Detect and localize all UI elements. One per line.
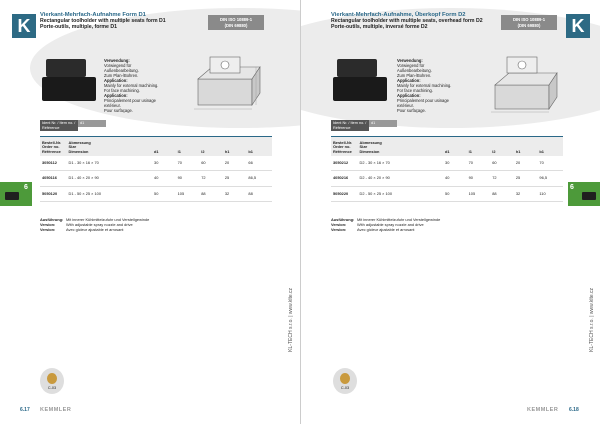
application-text: Verwendung: Vorwiegend für Außenbearbeitung. Zum Plan-/Bohren. Application: Mainly for external machining. For face machining. Application: Principalement pour usinage extérieur. Pour surfaçage. (104, 58, 159, 113)
title-en: Rectangular toolholder with multiple seats form D1 (40, 18, 166, 25)
item-tag: Ident Nr. / Item no. / Référenced1 (40, 120, 106, 131)
table-header: Bestell-Nr. Order no. Référence Abmessung Size Dimension d1 l1 l2 h1 b1 (40, 136, 272, 156)
holder-block-bottom (333, 77, 387, 101)
holder-block-bottom (42, 77, 96, 101)
title-fr: Porte-outils, multiple, inversé forme D2 (331, 24, 428, 31)
brass-nozzle-icon (340, 373, 350, 384)
page-number: 6.18 (569, 407, 579, 413)
side-credit: KL-TECH s.r.o. | www.klte.cz (288, 288, 294, 352)
kemmler-k-logo: K (566, 14, 590, 38)
nozzle-image: C-03 (333, 368, 357, 394)
kemmler-k-logo: K (12, 14, 36, 38)
table-row: 4050116 D1 - 40 × 20 × 90 40 90 72 25 86,5 (40, 171, 272, 186)
din-badge: DIN ISO 10889-1 (DIN 69880) (208, 15, 264, 30)
product-table (331, 136, 563, 202)
nozzle-image: C-03 (40, 368, 64, 394)
table-row: 4050216 D2 - 40 × 20 × 90 40 90 72 25 96,5 (331, 171, 563, 186)
chapter-tab[interactable]: 6 (0, 182, 32, 206)
title-main: Vierkant-Mehrfach-Aufnahme Form D1 (40, 12, 146, 18)
holder-thumbnail-icon (582, 192, 596, 200)
product-title (331, 12, 483, 31)
title-fr: Porte-outils, multiple, forme D1 (40, 24, 117, 31)
technical-drawing (487, 55, 561, 115)
title-main: Vierkant-Mehrfach-Aufnahme, Überkopf Form D2 (331, 12, 466, 18)
technical-drawing (190, 55, 264, 115)
din-badge: DIN ISO 10889-1 (DIN 69880) (501, 15, 557, 30)
side-credit: KL-TECH s.r.o. | www.klte.cz (589, 288, 595, 352)
brand-footer: KEMMLER (527, 407, 559, 413)
version-notes: Ausführung: Mit innerer Kühlmittelzufuhr und Verstellgewinde Version: With adjustable spray nozzle and drive Version: Avec gicleur ajustable et arrosant (331, 217, 441, 232)
product-photo (331, 55, 389, 105)
chapter-tab[interactable]: 6 (568, 182, 600, 206)
brass-nozzle-icon (47, 373, 57, 384)
page-number: 6.17 (20, 407, 30, 413)
table-row: 5050120 D1 - 50 × 25 × 100 50 105 88 32 88 (40, 187, 272, 202)
right-page (300, 0, 600, 424)
holder-block-top (46, 59, 86, 77)
version-notes: Ausführung: Mit innerer Kühlmittelzufuhr und Verstellgewinde Version: With adjustable spray nozzle and drive Version: Avec gicleur ajustable et arrosant (40, 217, 150, 232)
table-row: 5050220 D2 - 50 × 25 × 100 50 105 88 32 110 (331, 187, 563, 202)
brand-footer: KEMMLER (40, 407, 72, 413)
holder-thumbnail-icon (5, 192, 19, 200)
product-photo (40, 55, 98, 105)
application-text: Verwendung: Vorwiegend für Außenbearbeitung. Zum Plan-/Bohren. Application: Mainly for external machining. For face machining. Application: Principalement pour usinage extérieur. Pour surfaçage. (397, 58, 452, 113)
table-row: 3050212 D2 - 30 × 16 × 70 30 70 60 20 70 (331, 156, 563, 171)
product-title (40, 12, 166, 31)
title-en: Rectangular toolholder with multiple seats, overhead form D2 (331, 18, 483, 25)
table-row: 3050112 D1 - 30 × 16 × 70 30 70 60 20 66 (40, 156, 272, 171)
item-tag: Ident Nr. / Item no. / Référenced1 (331, 120, 397, 131)
holder-block-top (337, 59, 377, 77)
product-table (40, 136, 272, 202)
table-header: Bestell-Nr. Order no. Référence Abmessung Size Dimension d1 l1 l2 h1 b1 (331, 136, 563, 156)
